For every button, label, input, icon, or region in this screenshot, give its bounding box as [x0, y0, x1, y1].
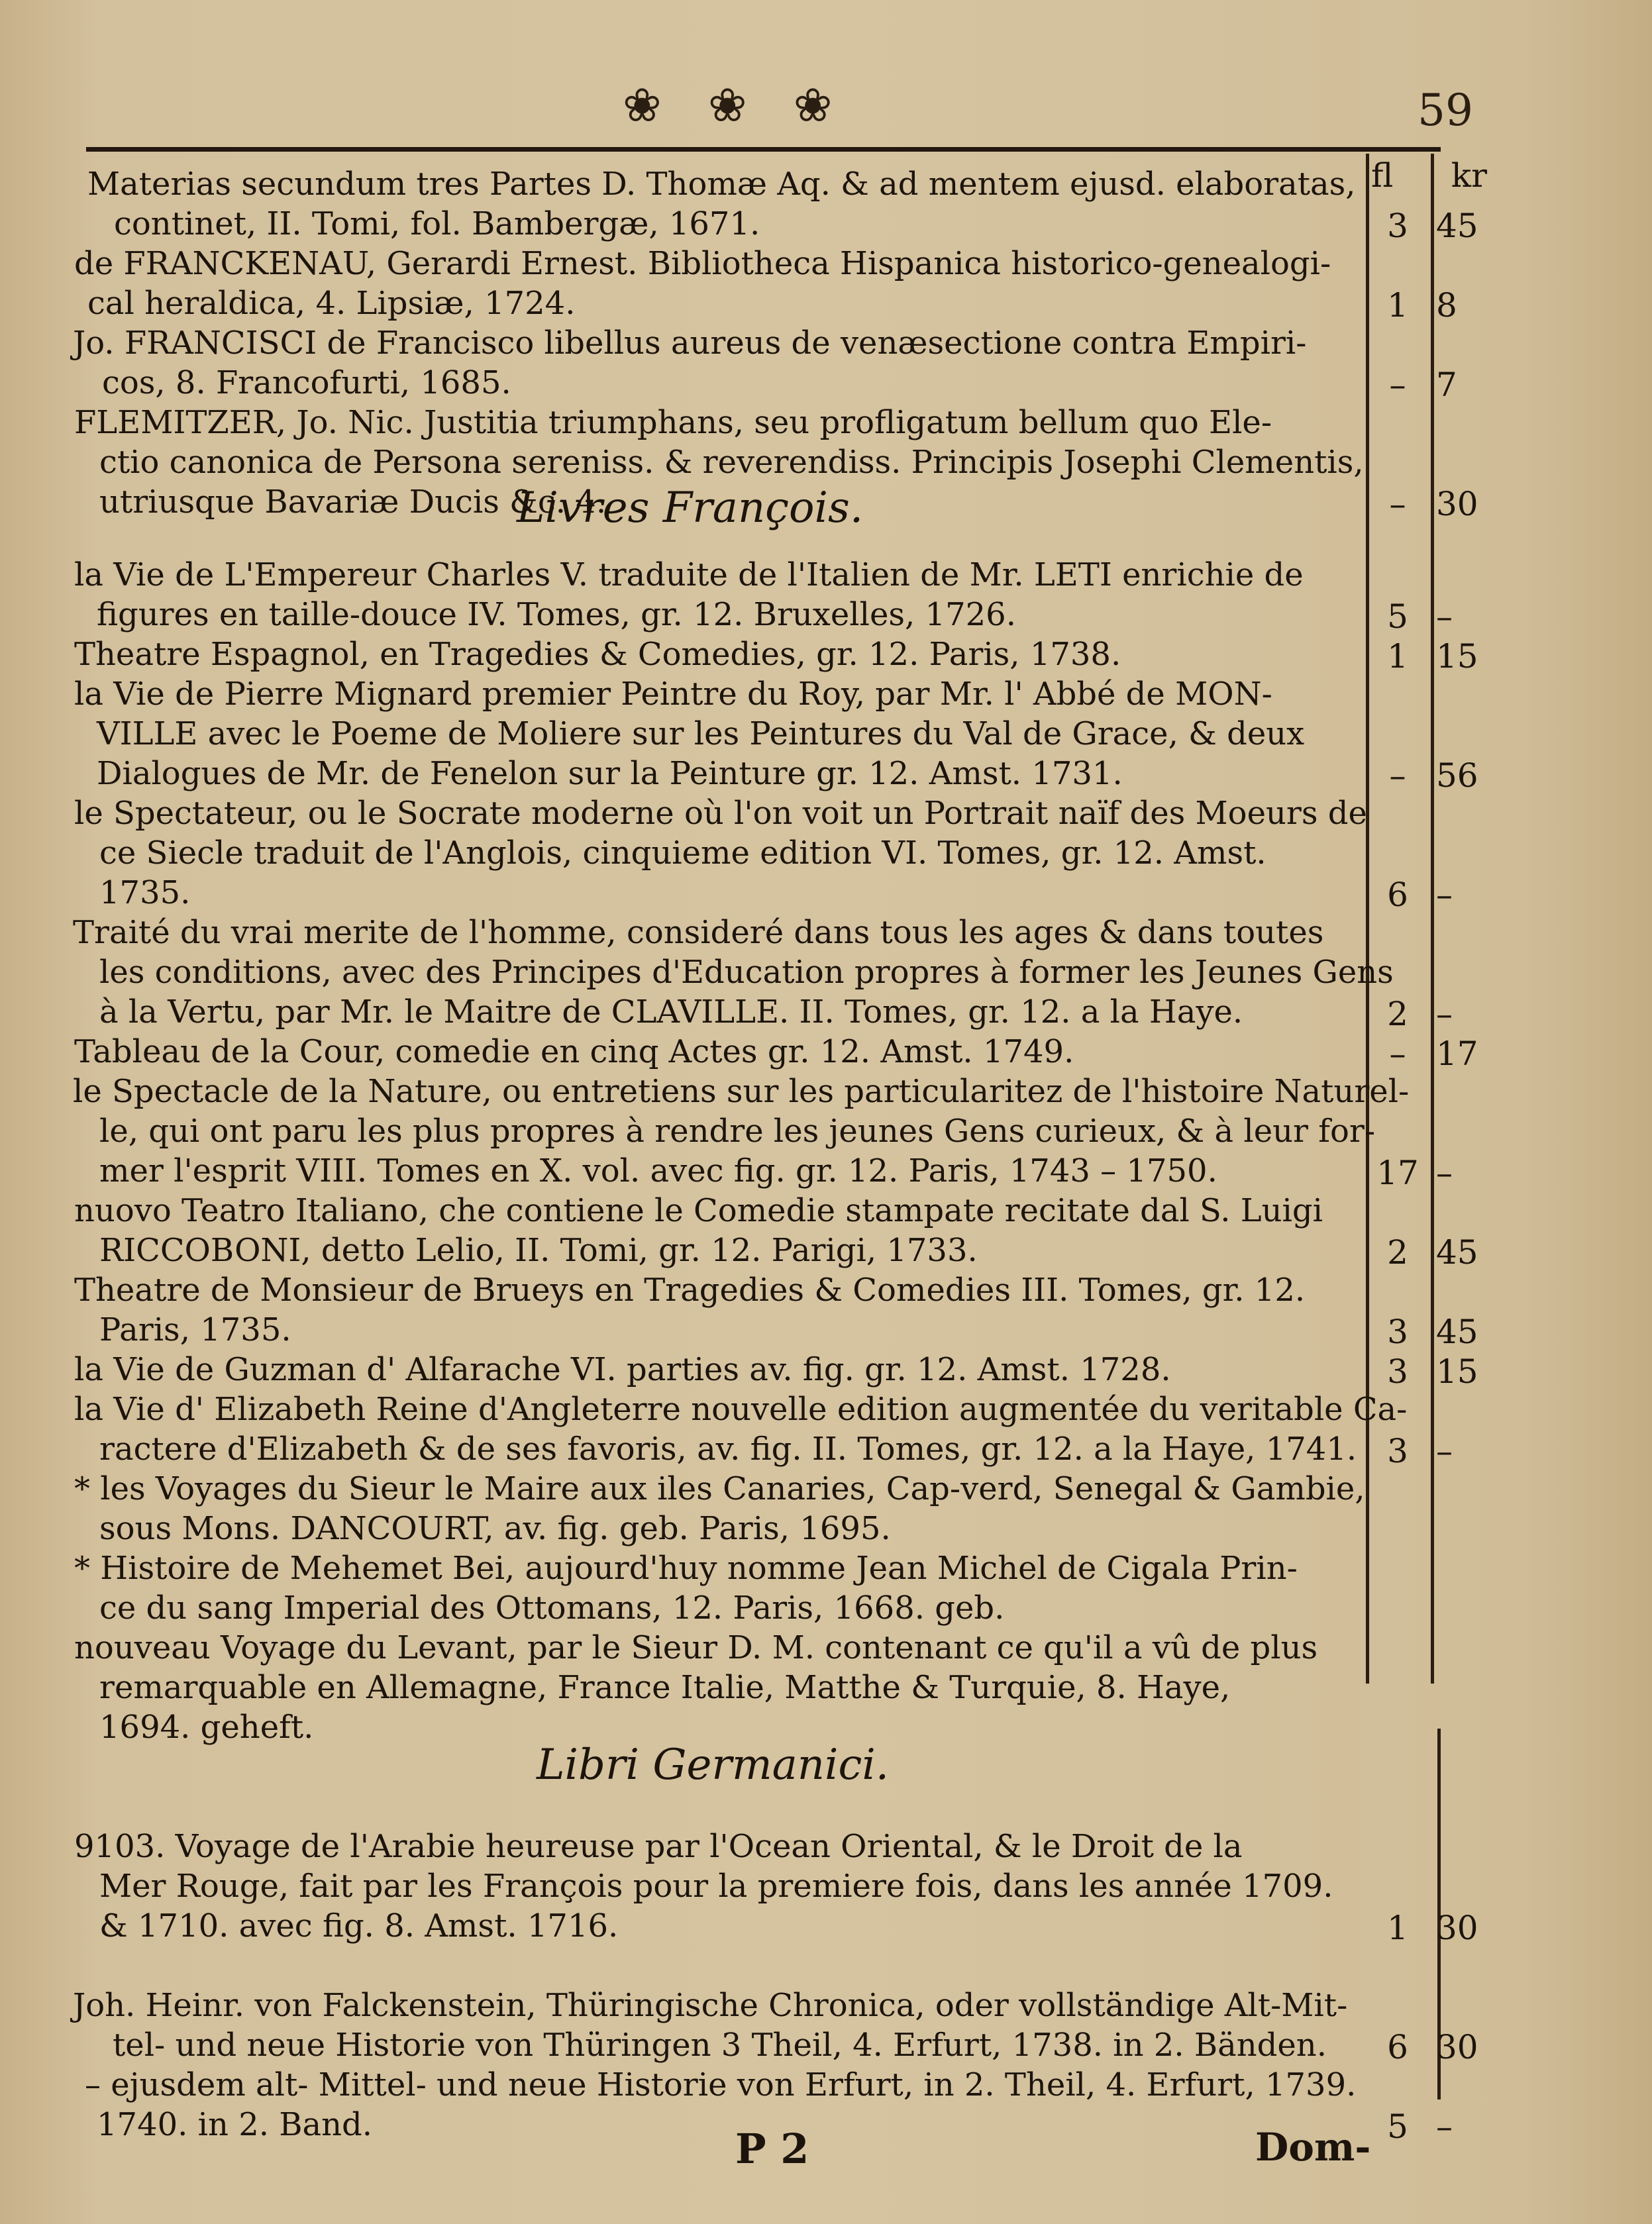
entry-line: sous Mons. DANCOURT, av. fig. geb. Paris, 1695.	[99, 1510, 891, 1547]
entry-line: tel- und neue Historie von Thüringen 3 Theil, 4. Erfurt, 1738. in 2. Bänden.	[113, 2027, 1327, 2064]
price-column-headers	[1371, 156, 1487, 195]
section-heading-german: Libri Germanici.	[537, 1741, 890, 1790]
column-header-kr: kr	[1451, 156, 1487, 195]
entry-line: les conditions, avec des Principes d'Education propres à former les Jeunes Gens	[99, 954, 1394, 991]
entry-line: * Histoire de Mehemet Bei, aujourd'huy nomme Jean Michel de Cigala Prin-	[74, 1550, 1298, 1587]
entry-line: nuovo Teatro Italiano, che contiene le Comedie stampate recitate dal S. Luigi	[74, 1192, 1323, 1229]
header-rule	[86, 147, 1441, 152]
price-kreuzer: –	[1436, 876, 1453, 914]
entry-line: 1735.	[99, 874, 191, 911]
entry-line: cal heraldica, 4. Lipsiæ, 1724.	[87, 285, 576, 322]
price-florin: 5	[1387, 597, 1408, 636]
entry-line: à la Vertu, par Mr. le Maitre de CLAVILLE. II. Tomes, gr. 12. a la Haye.	[99, 993, 1243, 1031]
entry-line: 1740. in 2. Band.	[97, 2106, 373, 2143]
price-florin: –	[1389, 756, 1406, 795]
entry-line: 9103. Voyage de l'Arabie heureuse par l'Ocean Oriental, & le Droit de la	[74, 1828, 1243, 1865]
entry-line: ce Siecle traduit de l'Anglois, cinquieme edition VI. Tomes, gr. 12. Amst.	[99, 834, 1266, 872]
entry-line: Tableau de la Cour, comedie en cinq Actes gr. 12. Amst. 1749.	[74, 1033, 1074, 1070]
entry-line: utriusque Bavariæ Ducis &c. 4.	[99, 483, 607, 521]
price-kreuzer: 30	[1436, 2028, 1478, 2066]
price-kreuzer: –	[1436, 995, 1453, 1033]
entry-line: Theatre Espagnol, en Tragedies & Comedies, gr. 12. Paris, 1738.	[74, 636, 1121, 673]
price-kreuzer: 30	[1436, 485, 1478, 523]
entry-line: Joh. Heinr. von Falckenstein, Thüringische Chronica, oder vollständige Alt-Mit-	[73, 1987, 1348, 2024]
entry-line: Paris, 1735.	[99, 1311, 291, 1348]
entry-line: de FRANCKENAU, Gerardi Ernest. Bibliotheca Hispanica historico-genealogi-	[74, 245, 1331, 282]
price-kreuzer: 30	[1436, 1909, 1478, 1947]
entry-line: le Spectateur, ou le Socrate moderne où l'on voit un Portrait naïf des Moeurs de	[74, 795, 1367, 832]
price-kreuzer: –	[1436, 1154, 1453, 1192]
price-florin: 6	[1387, 876, 1408, 914]
entry-line: la Vie d' Elizabeth Reine d'Angleterre nouvelle edition augmentée du veritable Ca-	[74, 1391, 1408, 1428]
entry-line: figures en taille-douce IV. Tomes, gr. 12. Bruxelles, 1726.	[97, 596, 1016, 633]
price-kreuzer: 45	[1436, 1233, 1478, 1272]
entry-line: continet, II. Tomi, fol. Bambergæ, 1671.	[114, 205, 760, 242]
entry-line: Traité du vrai merite de l'homme, consideré dans tous les ages & dans toutes	[73, 914, 1324, 951]
price-kreuzer: –	[1436, 2107, 1453, 2146]
price-florin: 3	[1387, 1432, 1408, 1470]
entry-line: Materias secundum tres Partes D. Thomæ Aq. & ad mentem ejusd. elaboratas,	[87, 166, 1356, 203]
price-florin: 1	[1387, 1909, 1408, 1947]
price-florin: 5	[1387, 2107, 1408, 2146]
page-number: 59	[1418, 85, 1473, 136]
entry-line: mer l'esprit VIII. Tomes en X. vol. avec fig. gr. 12. Paris, 1743 – 1750.	[99, 1152, 1217, 1189]
entry-line: le Spectacle de la Nature, ou entretiens sur les particularitez de l'histoire Naturel-	[73, 1073, 1410, 1110]
price-florin: –	[1389, 366, 1406, 404]
entry-line: ce du sang Imperial des Ottomans, 12. Paris, 1668. geb.	[99, 1590, 1005, 1627]
entry-line: 1694. geheft.	[99, 1709, 314, 1746]
price-florin: 17	[1376, 1154, 1419, 1192]
header-ornament: ❀ ❀ ❀	[623, 78, 849, 132]
price-kreuzer: 45	[1436, 1313, 1478, 1351]
price-florin: 1	[1387, 637, 1408, 676]
entry-line: la Vie de L'Empereur Charles V. traduite de l'Italien de Mr. LETI enrichie de	[74, 556, 1304, 593]
entry-line: Theatre de Monsieur de Brueys en Tragedies & Comedies III. Tomes, gr. 12.	[74, 1272, 1306, 1309]
entry-line: FLEMITZER, Jo. Nic. Justitia triumphans, seu profligatum bellum quo Ele-	[74, 404, 1272, 441]
price-florin: 1	[1387, 286, 1408, 325]
price-kreuzer: 7	[1436, 366, 1457, 404]
entry-line: – ejusdem alt- Mittel- und neue Historie von Erfurt, in 2. Theil, 4. Erfurt, 1739.	[85, 2066, 1357, 2103]
entry-line: la Vie de Guzman d' Alfarache VI. parties av. fig. gr. 12. Amst. 1728.	[74, 1351, 1171, 1388]
price-florin: –	[1389, 1035, 1406, 1073]
entry-line: ractere d'Elizabeth & de ses favoris, av. fig. II. Tomes, gr. 12. a la Haye, 1741.	[99, 1431, 1357, 1468]
entry-line: nouveau Voyage du Levant, par le Sieur D. M. contenant ce qu'il a vû de plus	[74, 1629, 1318, 1666]
column-header-fl: fl	[1371, 156, 1394, 195]
entry-line: RICCOBONI, detto Lelio, II. Tomi, gr. 12. Parigi, 1733.	[99, 1232, 978, 1269]
entry-line: Mer Rouge, fait par les François pour la premiere fois, dans les année 1709.	[99, 1868, 1333, 1905]
price-kreuzer: 45	[1436, 207, 1478, 245]
entry-line: * les Voyages du Sieur le Maire aux iles Canaries, Cap-verd, Senegal & Gambie,	[74, 1470, 1365, 1507]
price-florin: 6	[1387, 2028, 1408, 2066]
entry-line: ctio canonica de Persona sereniss. & reverendiss. Principis Josephi Clementis,	[99, 444, 1364, 481]
signature-mark: P 2	[735, 2125, 809, 2173]
entry-line: Jo. FRANCISCI de Francisco libellus aureus de venæsectione contra Empiri-	[73, 325, 1307, 362]
entry-line: Dialogues de Mr. de Fenelon sur la Peinture gr. 12. Amst. 1731.	[97, 755, 1123, 792]
price-kreuzer: 15	[1436, 637, 1478, 676]
section-heading-french: Livres François.	[517, 483, 864, 532]
price-florin: 2	[1387, 995, 1408, 1033]
price-kreuzer: 17	[1436, 1035, 1478, 1073]
entry-line: & 1710. avec fig. 8. Amst. 1716.	[99, 1907, 619, 1945]
entry-line: remarquable en Allemagne, France Italie, Matthe & Turquie, 8. Haye,	[99, 1669, 1231, 1706]
price-kreuzer: 15	[1436, 1352, 1478, 1391]
catchword: Dom-	[1255, 2125, 1371, 2170]
price-florin: 3	[1387, 1352, 1408, 1391]
entry-line: cos, 8. Francofurti, 1685.	[102, 364, 511, 401]
price-kreuzer: 56	[1436, 756, 1478, 795]
price-kreuzer: –	[1436, 1432, 1453, 1470]
entry-line: le, qui ont paru les plus propres à rendre les jeunes Gens curieux, & à leur for-	[99, 1113, 1376, 1150]
entry-line: la Vie de Pierre Mignard premier Peintre du Roy, par Mr. l' Abbé de MON-	[74, 676, 1272, 713]
price-kreuzer: 8	[1436, 286, 1457, 325]
entry-line: VILLE avec le Poeme de Moliere sur les Peintures du Val de Grace, & deux	[97, 715, 1305, 752]
price-florin: 3	[1387, 1313, 1408, 1351]
price-florin: 3	[1387, 207, 1408, 245]
price-kreuzer: –	[1436, 597, 1453, 636]
column-rule-right	[1431, 154, 1434, 1684]
price-florin: 2	[1387, 1233, 1408, 1272]
price-florin: –	[1389, 485, 1406, 523]
